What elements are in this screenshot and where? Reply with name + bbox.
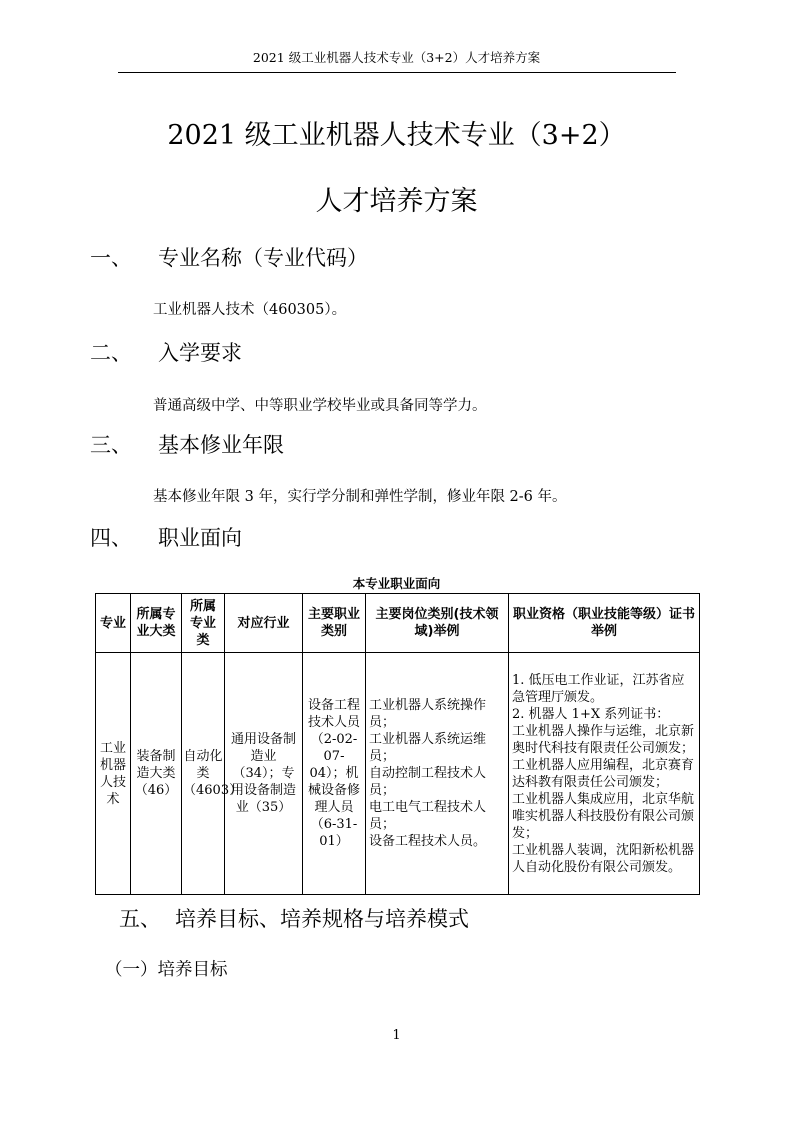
- section-number: 五、: [119, 907, 161, 931]
- list-item: 工业机器人系统运维员；: [369, 732, 487, 764]
- list-item: 电工电气工程技术人员；: [369, 800, 487, 832]
- positions-cell: [366, 653, 509, 895]
- occupation-cell: 设备工程技术人员（2-02-07-04）；机械设备修理人员（6-31-01）: [303, 653, 366, 895]
- section-heading-4: [90, 524, 242, 552]
- list-item: 自动控制工程技术人员；: [369, 766, 487, 798]
- section-title: 专业名称（专业代码）: [158, 246, 368, 270]
- table-header-cell: 主要岗位类别(技术领域)举例: [366, 594, 509, 653]
- section-body-2: 普通高级中学、中等职业学校毕业或具备同等学力。: [153, 398, 487, 414]
- table-header-cell: 职业资格（职业技能等级）证书举例: [509, 594, 700, 653]
- header-rule: [118, 72, 676, 73]
- table-header-row: [96, 594, 700, 653]
- list-item: 工业机器人装调，沈阳新松机器人自动化股份有限公司颁发。: [512, 842, 695, 875]
- section-title: 培养目标、培养规格与培养模式: [175, 907, 469, 931]
- table-header-cell: 所属专业大类: [131, 594, 182, 653]
- section-heading-2: [90, 339, 242, 367]
- major-cell: 工业机器人技术: [96, 653, 131, 895]
- running-header: 2021 级工业机器人技术专业（3+2）人才培养方案: [252, 50, 541, 65]
- section-number: 三、: [90, 433, 132, 457]
- table-header-cell: 所属专业类: [182, 594, 225, 653]
- section-title: 入学要求: [158, 341, 242, 365]
- category-cell: 装备制造大类（46）: [131, 653, 182, 895]
- list-item: 设备工程技术人员。: [369, 834, 487, 849]
- list-item: 1. 低压电工作业证，江苏省应急管理厅颁发。: [512, 672, 685, 705]
- subcategory-cell: 自动化类（4603）: [182, 653, 225, 895]
- certificates-cell: [509, 653, 700, 895]
- table-header-cell: 对应行业: [225, 594, 303, 653]
- list-item: 工业机器人应用编程，北京赛育达科教有限责任公司颁发；: [512, 757, 695, 790]
- document-title-line-2: 人才培养方案: [315, 186, 478, 217]
- table-caption: 本专业职业面向: [352, 576, 441, 591]
- section-heading-1: [90, 244, 368, 272]
- section-title: 职业面向: [158, 526, 242, 550]
- document-title-line-1: 2021 级工业机器人技术专业（3+2）: [167, 120, 626, 151]
- industry-cell: 通用设备制造业（34）；专用设备制造业（35）: [225, 653, 303, 895]
- table-header-cell: 主要职业类别: [303, 594, 366, 653]
- section-number: 二、: [90, 341, 132, 365]
- subsection-heading: （一）培养目标: [105, 960, 228, 980]
- section-body-3: 基本修业年限 3 年，实行学分制和弹性学制，修业年限 2-6 年。: [153, 489, 567, 505]
- section-heading-5: [119, 905, 469, 933]
- table-header-cell: 专业: [96, 594, 131, 653]
- section-title: 基本修业年限: [158, 433, 284, 457]
- list-item: 工业机器人操作与运维，北京新奥时代科技有限责任公司颁发；: [512, 723, 695, 756]
- list-item: 工业机器人系统操作员；: [369, 698, 487, 730]
- list-item: 工业机器人集成应用，北京华航唯实机器人科技股份有限公司颁发；: [512, 791, 695, 841]
- page-number: 1: [392, 1028, 401, 1043]
- section-number: 一、: [90, 246, 132, 270]
- table-row: [96, 653, 700, 895]
- section-heading-3: [90, 431, 284, 459]
- section-body-1: 工业机器人技术（460305）。: [153, 302, 347, 318]
- section-number: 四、: [90, 526, 132, 550]
- career-orientation-table: [95, 593, 700, 895]
- list-item: 2. 机器人 1+X 系列证书：: [512, 706, 670, 722]
